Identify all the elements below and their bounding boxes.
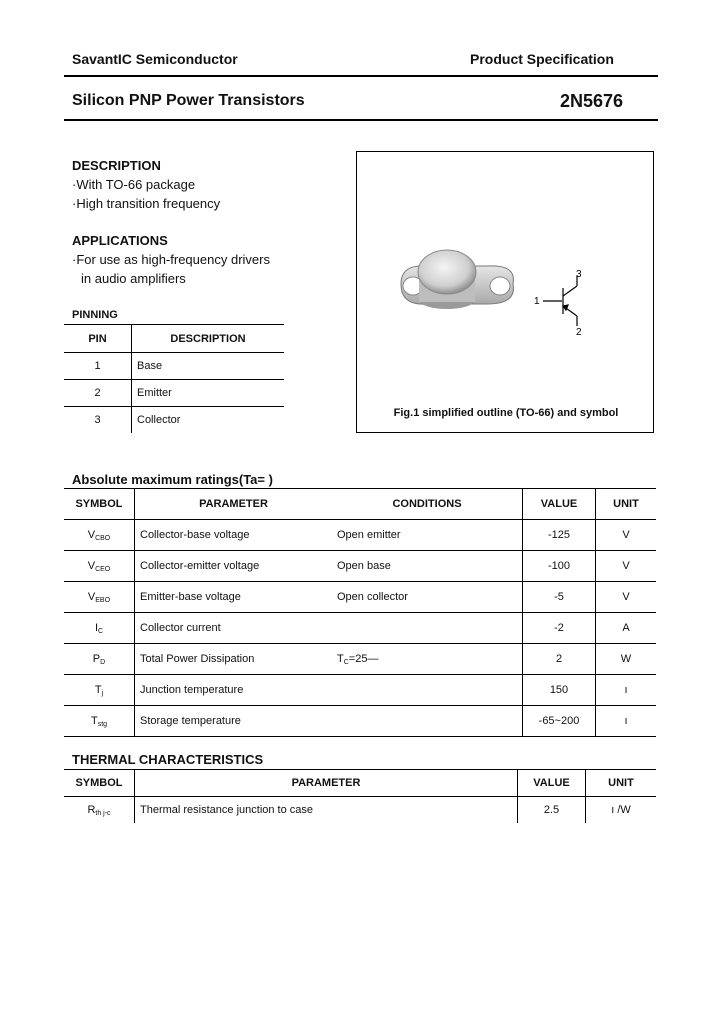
symbol-cell [64, 551, 135, 582]
pin-description: Base [137, 360, 163, 372]
figure-caption: Fig.1 simplified outline (TO-66) and symbol [393, 407, 619, 419]
conditions-cell [332, 582, 523, 613]
table-row [64, 407, 284, 434]
pinning-header-description: DESCRIPTION [170, 332, 246, 345]
pnp-transistor-symbol [543, 276, 577, 326]
symbol-cell [64, 675, 135, 706]
value-cell: 2.5 [518, 797, 586, 824]
symbol-pin-emitter: 2 [576, 327, 582, 338]
table-row [64, 675, 656, 706]
conditions-cell [332, 706, 523, 737]
unit-cell: V [622, 529, 630, 541]
table-row [64, 380, 284, 407]
abs-max-header-row [64, 489, 656, 520]
company-name: SavantIC Semiconductor [72, 51, 238, 67]
figure-drawing [357, 152, 655, 434]
header-symbol: SYMBOL [64, 770, 135, 797]
symbol-cell [64, 582, 135, 613]
symbol-letter: R [87, 803, 96, 816]
header-value: VALUE [523, 489, 596, 520]
header-value: VALUE [518, 770, 586, 797]
symbol-cell [64, 644, 135, 675]
pin-description: Collector [137, 414, 181, 426]
parameter-cell: Collector-base voltage [140, 529, 250, 541]
symbol-letter: T [94, 683, 102, 696]
symbol-pin-base: 1 [534, 296, 540, 307]
abs-max-title: Absolute maximum ratings(Ta= ) [72, 472, 273, 487]
value-cell: -65~200 [523, 706, 596, 737]
value-cell: 150 [523, 675, 596, 706]
parameter-cell: Collector current [140, 622, 221, 634]
symbol-subscript: D [100, 658, 106, 666]
table-row [64, 706, 656, 737]
table-row [64, 613, 656, 644]
symbol-cell [64, 706, 135, 737]
header-parameter: PARAMETER [199, 498, 268, 510]
unit-cell: ı [624, 715, 628, 727]
condition-text: T [337, 652, 344, 665]
conditions-cell [332, 675, 523, 706]
symbol-cell [64, 520, 135, 551]
parameter-cell: Collector-emitter voltage [140, 560, 260, 572]
part-number: 2N5676 [560, 91, 624, 111]
conditions-cell [332, 551, 523, 582]
symbol-subscript: CEO [95, 565, 111, 573]
unit-cell: ı [624, 684, 628, 696]
abs-max-table [64, 488, 656, 737]
symbol-letter: I [94, 621, 98, 634]
symbol-pin-collector: 3 [576, 269, 582, 280]
to66-package-image [401, 250, 513, 309]
condition-subscript: C [343, 658, 349, 666]
symbol-letter: T [90, 714, 98, 727]
condition-text: Open collector [337, 590, 408, 603]
condition-text: Open base [337, 559, 391, 572]
unit-cell: V [622, 591, 630, 603]
symbol-subscript: C [98, 627, 104, 635]
thermal-header-row [64, 770, 656, 797]
header-rule-bottom [64, 119, 658, 121]
table-row [64, 644, 656, 675]
condition-text: Open emitter [337, 528, 401, 541]
pinning-header-pin: PIN [64, 325, 132, 353]
value-cell: -2 [523, 613, 596, 644]
symbol-letter: P [92, 652, 101, 665]
symbol-subscript: EBO [95, 596, 111, 604]
product-line: Silicon PNP Power Transistors [72, 92, 305, 109]
table-row [64, 353, 284, 380]
header-parameter: PARAMETER [135, 770, 518, 797]
table-row [64, 551, 656, 582]
unit-cell: V [622, 560, 630, 572]
condition-tail: =25— [348, 652, 379, 665]
document-type: Product Specification [470, 51, 614, 67]
header-rule-top [64, 75, 658, 77]
applications-title: APPLICATIONS [72, 233, 168, 248]
header-unit: UNIT [608, 777, 634, 789]
parameter-cell: Junction temperature [140, 684, 244, 696]
table-row [64, 520, 656, 551]
symbol-cell [64, 613, 135, 644]
unit-cell: W [620, 653, 632, 665]
unit-cell: ı /W [611, 804, 631, 816]
header-symbol: SYMBOL [64, 489, 135, 520]
description-item: ·High transition frequency [72, 196, 221, 211]
value-cell: 2 [523, 644, 596, 675]
symbol-subscript: th j-c [95, 809, 111, 817]
header-unit: UNIT [613, 498, 639, 510]
figure-box [356, 151, 654, 433]
thermal-title: THERMAL CHARACTERISTICS [72, 752, 264, 767]
pinning-header-row [64, 325, 284, 353]
table-row [64, 797, 656, 824]
conditions-cell [332, 520, 523, 551]
symbol-cell [64, 797, 135, 824]
table-row [64, 582, 656, 613]
symbol-letter: V [87, 590, 96, 603]
symbol-subscript: j [101, 689, 104, 697]
parameter-cell: Thermal resistance junction to case [135, 797, 518, 824]
value-cell: -100 [523, 551, 596, 582]
symbol-letter: V [87, 528, 96, 541]
pin-number: 1 [64, 353, 132, 380]
pinning-table [64, 324, 284, 433]
pin-number: 3 [64, 407, 132, 434]
parameter-cell: Total Power Dissipation [140, 653, 255, 665]
thermal-table [64, 769, 656, 823]
unit-cell: A [622, 622, 630, 634]
description-item: ·With TO-66 package [72, 177, 196, 192]
applications-item-cont: in audio amplifiers [81, 271, 186, 286]
symbol-letter: V [87, 559, 96, 572]
pinning-title: PINNING [72, 309, 118, 321]
value-cell: -125 [523, 520, 596, 551]
parameter-cell: Storage temperature [140, 715, 241, 727]
symbol-subscript: stg [97, 720, 108, 728]
conditions-cell [332, 644, 523, 675]
pin-description: Emitter [137, 387, 172, 399]
header-conditions: CONDITIONS [332, 489, 523, 520]
conditions-cell [332, 613, 523, 644]
value-cell: -5 [523, 582, 596, 613]
parameter-cell: Emitter-base voltage [140, 591, 241, 603]
description-title: DESCRIPTION [72, 158, 161, 173]
pin-number: 2 [64, 380, 132, 407]
symbol-subscript: CBO [95, 534, 111, 542]
applications-item: ·For use as high-frequency drivers [72, 252, 270, 267]
